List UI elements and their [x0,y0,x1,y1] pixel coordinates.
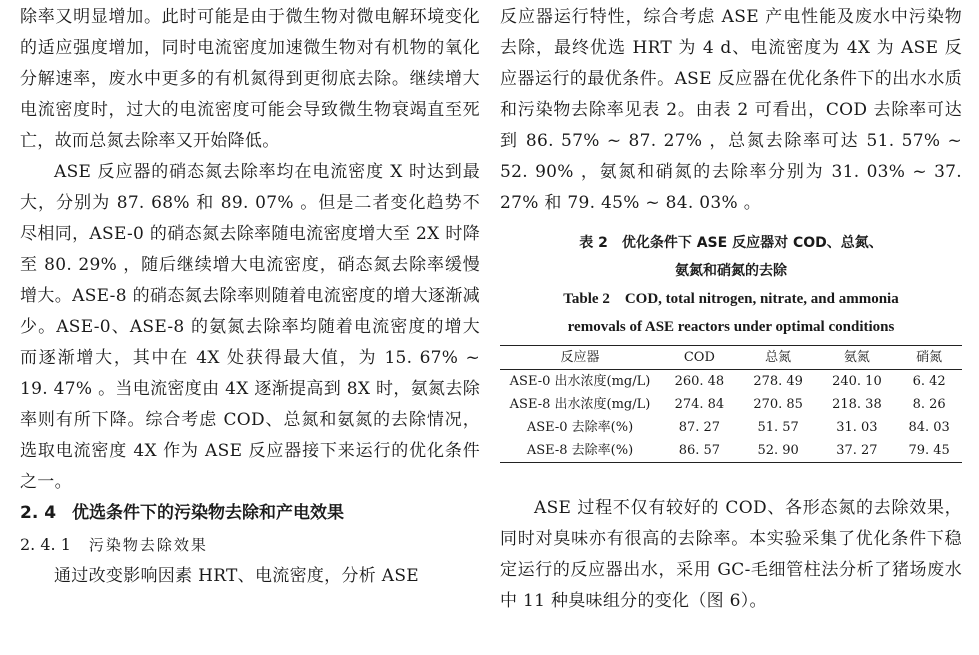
right-column [500,2,962,617]
table-row [500,439,962,463]
right-paragraph-2: ASE 过程不仅有较好的 COD、各形态氮的去除效果，同时对臭味亦有很高的去除率。本实验采集了优化条件下稳定运行的反应器出水，采用 GC-毛细管柱法分析了猪场废水中 11 种臭味组分的变化（图 6）。 [500,498,962,611]
table-cell: 87. 27 [678,420,721,435]
table-cell: 278. 49 [753,374,803,389]
left-paragraph-1: 除率又明显增加。此时可能是由于微生物对微电解环境变化的适应强度增加，同时电流密度加速微生物对有机物的氧化分解速率，废水中更多的有机氮得到更彻底去除。继续增大电流密度时，过大的电流密度可能会导致微生物衰竭直至死亡，故而总氮去除率又开始降低。 [20,7,480,151]
table-cell: 260. 48 [674,374,725,389]
table-row [500,393,962,416]
table-header-row [500,346,962,370]
subsection-number: 2. 4. 1 [20,535,71,554]
table-header-cell: COD [683,350,715,365]
table-cell: 52. 90 [757,443,799,458]
table-cell: 86. 57 [678,443,721,458]
table-cell: 270. 85 [753,397,803,412]
table-cell: 84. 03 [908,420,950,435]
table-cell: ASE-0 去除率(%) [526,420,634,435]
table-row [500,370,962,394]
subsection-heading-2-4-1 [20,529,480,561]
table-cell: 8. 26 [912,397,946,412]
section-number: 2. 4 [20,503,57,523]
table-2 [500,345,962,463]
left-paragraph-2: ASE 反应器的硝态氮去除率均在电流密度 X 时达到最大，分别为 87. 68% 和 89. 07% 。但是二者变化趋势不尽相同，ASE-0 的硝态氮去除率随电流密度增大至 2X 时降至 80. 29% ，随后继续增大电流密度，硝态氮去除率缓慢增大。ASE-8 的硝态氮去除率则随着电流密度的增大逐渐减少。ASE-0、ASE-8 的氨氮去除率均随着电流密度的增大而逐渐增大，其中在 4X 处获得最大值，为 15. 67% ~ 19. 47% 。当电流密度由 4X 逐渐提高到 8X 时，氨氮去除率则有所下降。综合考虑 COD、总氮和氨氮的去除情况，选取电流密度 4X 作为 ASE 反应器接下来运行的优化条件之一。 [20,162,480,492]
table-2-block [500,229,962,463]
table-caption-zh-line-2: 氨氮和硝氮的去除 [675,263,787,279]
table-cell: 51. 57 [757,420,799,435]
table-caption-en-line-2: removals of ASE reactors under optimal conditions [567,319,895,335]
table-cell: 31. 03 [836,420,878,435]
table-cell: 240. 10 [832,374,882,389]
table-header-cell: 反应器 [560,350,600,365]
table-header-cell: 硝氮 [916,350,943,365]
table-header-cell: 氨氮 [843,350,870,365]
right-paragraph-1: 反应器运行特性，综合考虑 ASE 产电性能及废水中污染物去除，最终优选 HRT 为 4 d、电流密度为 4X 为 ASE 反应器运行的最优条件。ASE 反应器在优化条件下的出水水质和污染物去除率见表 2。由表 2 可看出，COD 去除率可达到 86. 57% ~ 87. 27% ，总氮去除率可达 51. 57% ~ 52. 90% ，氨氮和硝氮的去除率分别为 31. 03% ~ 37. 27% 和 79. 45% ~ 84. 03% 。 [500,7,962,213]
table-header-cell: 总氮 [765,350,792,365]
table-cell: 218. 38 [832,397,882,412]
table-cell: ASE-8 出水浓度(mg/L) [509,397,651,412]
left-column [20,2,480,592]
section-heading-2-4 [20,498,480,529]
table-cell: 37. 27 [836,443,878,458]
subsection-title: 污染物去除效果 [88,536,208,554]
table-cell: 6. 42 [912,374,946,389]
table-caption-zh-line-1: 表 2 优化条件下 ASE 反应器对 COD、总氮、 [579,235,883,251]
table-cell: 274. 84 [674,397,725,412]
table-cell: ASE-0 出水浓度(mg/L) [509,374,651,389]
table-row [500,416,962,439]
table-cell: 79. 45 [908,443,950,458]
table-cell: ASE-8 去除率(%) [526,443,634,458]
section-title: 优选条件下的污染物去除和产电效果 [72,503,345,523]
left-paragraph-3: 通过改变影响因素 HRT、电流密度，分析 ASE [54,566,420,586]
table-caption-en-line-1: Table 2 COD, total nitrogen, nitrate, and ammonia [563,291,899,307]
